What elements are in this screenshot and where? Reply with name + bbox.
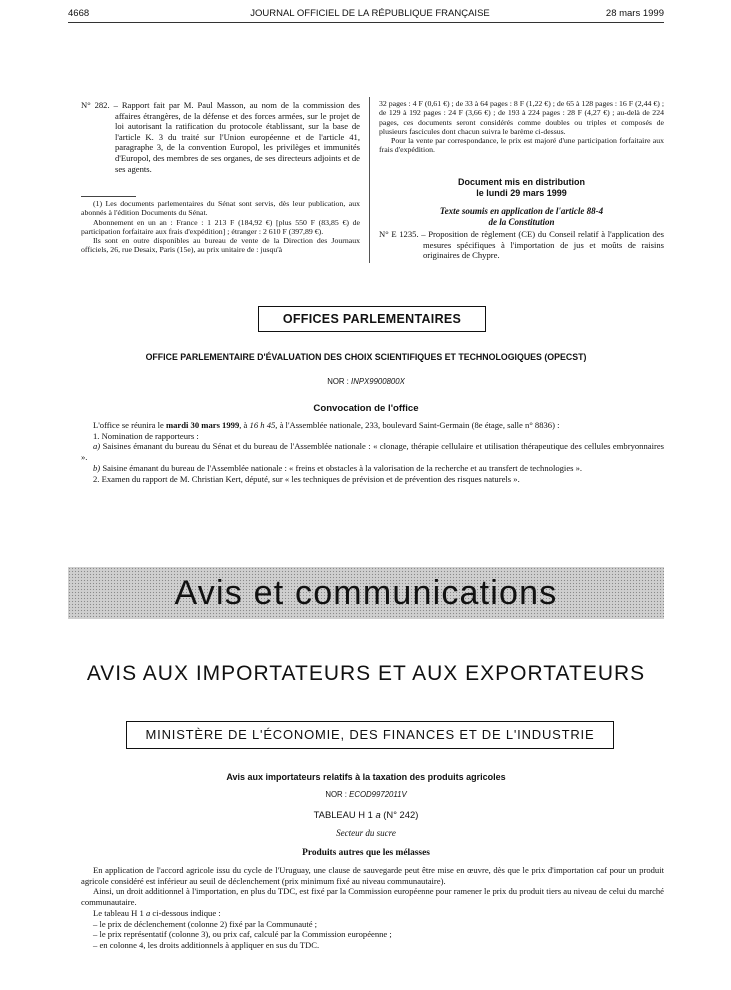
doc-title-line-2: le lundi 29 mars 1999 [476, 187, 567, 198]
para-3a: Le tableau H 1 [93, 907, 146, 918]
item-1a-text: Saisines émanant du bureau du Sénat et du bureau de l'Assemblée nationale : « clonage, thérapie cellulaire et utilisation thérapeutique des cellules embryonnaires ». [81, 441, 664, 463]
para-3c: ci-dessous indique : [150, 907, 221, 918]
convocation-title: Convocation de l'office [313, 403, 419, 414]
avis-para-1: En application de l'accord agricole issu du cycle de l'Uruguay, une clause de sauvegarde peut être mise en œuvre, dès que le prix d'importation caf pour un produit agricole considéré est inférieur au seuil de déclenchement (prix minimum fixé au niveau communautaire). [81, 865, 664, 886]
item-1: 1. Nomination de rapporteurs : [93, 430, 199, 441]
texte-line-2: de la Constitution [488, 216, 555, 227]
doc-title-line-1: Document mis en distribution [457, 177, 585, 187]
bullet-1: – le prix de déclenchement (colonne 2) fixé par la Communauté ; [93, 918, 318, 929]
offices-box: OFFICES PARLEMENTAIRES [258, 306, 486, 332]
produits-title: Produits autres que les mélasses [302, 848, 430, 858]
convocation-body [81, 420, 664, 484]
header-rule [68, 22, 664, 23]
nor-value: INPX9900800X [351, 377, 405, 386]
tableau-a: TABLEAU H 1 [313, 809, 376, 820]
bullet-3: – en colonne 4, les droits additionnels à appliquer en sus du TDC. [93, 939, 320, 950]
meeting-c: , à [239, 420, 250, 430]
right-column-prices [379, 99, 664, 155]
footnote-3: Ils sont en outre disponibles au bureau de vente de la Direction des Journaux officiels, 26, rue Desaix, Paris (15e), au prix unitaire de : jusqu'à [81, 236, 360, 255]
texte-line-1: Texte soumis en application de l'article 88-4 [439, 206, 604, 216]
e1235-entry [379, 229, 664, 261]
bullet-2: – le prix représentatif (colonne 3), ou prix caf, calculé par la Commission européenne ; [93, 929, 392, 940]
item-1b [81, 463, 664, 474]
ministry-box: MINISTÈRE DE L'ÉCONOMIE, DES FINANCES ET DE L'INDUSTRIE [126, 721, 614, 749]
tableau-b: a [375, 809, 381, 820]
avis-body [81, 865, 664, 951]
tableau-c: (N° 242) [380, 809, 419, 820]
avis-importateurs-title: AVIS AUX IMPORTATEURS ET AUX EXPORTATEURS [86, 662, 646, 685]
opecst-nor [68, 377, 664, 386]
meeting-date: mardi 30 mars 1999 [165, 420, 240, 430]
meeting-place: , à l'Assemblée nationale, 233, boulevard Saint-Germain (8e étage, salle n° 8836) : [275, 420, 560, 430]
item-1b-text: Saisine émanant du bureau de l'Assemblée nationale : « freins et obstacles à la valorisation de la recherche et au transfert de technologies ». [100, 462, 583, 473]
avis-subtitle: Avis aux importateurs relatifs à la taxation des produits agricoles [226, 772, 506, 782]
item-1a [81, 441, 664, 462]
meeting-time: 16 h 45 [249, 420, 276, 430]
opecst-title: OFFICE PARLEMENTAIRE D'ÉVALUATION DES CHOIX SCIENTIFIQUES ET TECHNOLOGIQUES (OPECST) [145, 352, 587, 362]
texte-soumis [379, 206, 664, 227]
nor-label: NOR : [327, 377, 349, 386]
footnote-1: (1) Les documents parlementaires du Sénat sont servis, dès leur publication, aux abonnés à l'édition Documents du Sénat. [81, 199, 360, 218]
report-text: Rapport fait par M. Paul Masson, au nom de la commission des affaires étrangères, de la défense et des forces armées, sur le projet de loi autorisant la ratification du protocole établissant, sur la base de l'article K. 3 du traité sur l'Union européenne et de l'article 41, paragraphe 3, de la convention Europol, les privilèges et immunités d'Europol, des membres de ses organes, de ses directeurs adjoints et de ses agents. [115, 100, 360, 174]
e1235-text: Proposition de règlement (CE) du Conseil relatif à l'application des mesures spécifiques à l'importation de jus et moûts de raisins originaires de Chypre. [423, 229, 664, 261]
avis-nor-label: NOR : [325, 790, 347, 799]
journal-title: JOURNAL OFFICIEL DE LA RÉPUBLIQUE FRANÇAISE [250, 8, 490, 19]
vente-note: Pour la vente par correspondance, le prix est majoré d'une participation forfaitaire aux frais d'expédition. [379, 136, 664, 155]
footnote-2: Abonnement en un an : France : 1 213 F (184,92 €) [plus 550 F (83,85 €) de participation forfaitaire aux frais d'expédition] ; étranger : 2 610 F (397,89 €). [81, 217, 360, 236]
avis-nor-value: ECOD9972011V [349, 790, 407, 799]
left-column [81, 100, 360, 174]
report-number: N° 282. – [81, 100, 118, 110]
meeting-a: L'office se réunira le [93, 420, 166, 430]
item-1b-letter: b) [93, 462, 101, 473]
issue-date: 28 mars 1999 [605, 8, 664, 19]
avis-nor [68, 790, 664, 799]
document-distribution [379, 177, 664, 198]
meeting-line [81, 420, 664, 431]
tableau-title [68, 809, 664, 820]
para-3b: a [145, 907, 151, 918]
avis-banner-title: Avis et communications [174, 574, 558, 612]
report-entry [81, 100, 360, 174]
right-column-entry [379, 229, 664, 261]
secteur-label: Secteur du sucre [336, 828, 396, 838]
item-1a-letter: a) [93, 441, 101, 452]
price-list: 32 pages : 4 F (0,61 €) ; de 33 à 64 pages : 8 F (1,22 €) ; de 65 à 128 pages : 16 F (2,44 €) ; de 129 à 192 pages : 24 F (3,66 €) ; de 193 à 224 pages : 28 F (4,27 €) ; au-delà de 224 pages, ces documents seront considérés comme doubles ou triples et composés de plusieurs fascicules dont chacun suivra le barème ci-dessus. [379, 99, 664, 136]
avis-para-3 [81, 908, 664, 919]
avis-para-2: Ainsi, un droit additionnel à l'importation, en plus du TDC, est fixé par la Commission européenne pour ramener le prix du produit tiers au niveau de celui du marché communautaire. [81, 886, 664, 908]
e1235-number: N° E 1235. – [379, 229, 426, 239]
page-number: 4668 [68, 8, 90, 19]
footnote-separator [81, 196, 136, 197]
footnotes [81, 199, 360, 255]
item-2: 2. Examen du rapport de M. Christian Kert, député, sur « les techniques de prévision et de prévention des risques naturels ». [93, 473, 520, 484]
column-divider [369, 97, 370, 263]
